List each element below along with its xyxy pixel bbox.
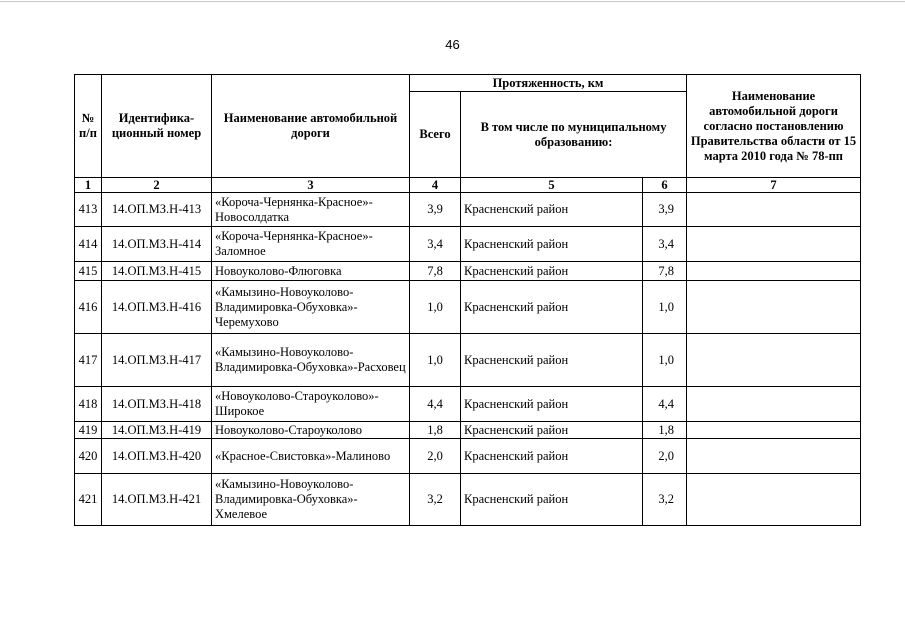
table-row	[75, 262, 861, 281]
row-number: 417	[75, 334, 102, 387]
col-number: 3	[212, 178, 410, 193]
header-no: № п/п	[75, 75, 102, 178]
row-number: 421	[75, 474, 102, 526]
length-total: 3,2	[410, 474, 461, 526]
road-id: 14.ОП.МЗ.Н-419	[102, 422, 212, 439]
resolution-name	[687, 387, 861, 422]
district: Красненский район	[461, 334, 643, 387]
road-id: 14.ОП.МЗ.Н-417	[102, 334, 212, 387]
table-row	[75, 387, 861, 422]
road-name: «Короча-Чернянка-Красное»-Новосолдатка	[212, 193, 410, 227]
header-length-group: Протяженность, км	[410, 75, 687, 92]
road-name: «Камызино-Новоуколово-Владимировка-Обуховка»-Расховец	[212, 334, 410, 387]
district: Красненский район	[461, 439, 643, 474]
length-total: 3,9	[410, 193, 461, 227]
header-name: Наименование автомобильной дороги	[212, 75, 410, 178]
col-number: 4	[410, 178, 461, 193]
table-row	[75, 334, 861, 387]
road-name: «Новоуколово-Староуколово»-Широкое	[212, 387, 410, 422]
resolution-name	[687, 262, 861, 281]
row-number: 415	[75, 262, 102, 281]
row-number: 416	[75, 281, 102, 334]
resolution-name	[687, 439, 861, 474]
road-id: 14.ОП.МЗ.Н-421	[102, 474, 212, 526]
district: Красненский район	[461, 474, 643, 526]
table-row	[75, 439, 861, 474]
table-row	[75, 474, 861, 526]
col-number: 5	[461, 178, 643, 193]
road-name: «Камызино-Новоуколово-Владимировка-Обуховка»-Хмелевое	[212, 474, 410, 526]
road-name: Новоуколово-Флюговка	[212, 262, 410, 281]
district: Красненский район	[461, 227, 643, 262]
length-total: 1,8	[410, 422, 461, 439]
length-total: 1,0	[410, 334, 461, 387]
row-number: 418	[75, 387, 102, 422]
road-name: «Камызино-Новоуколово-Владимировка-Обуховка»-Черемухово	[212, 281, 410, 334]
length-total: 1,0	[410, 281, 461, 334]
length-district: 3,4	[643, 227, 687, 262]
road-name: Новоуколово-Староуколово	[212, 422, 410, 439]
resolution-name	[687, 474, 861, 526]
table-row	[75, 281, 861, 334]
length-district: 1,0	[643, 281, 687, 334]
header-id: Идентифика-ционный номер	[102, 75, 212, 178]
length-total: 7,8	[410, 262, 461, 281]
road-name: «Красное-Свистовка»-Малиново	[212, 439, 410, 474]
table-row	[75, 422, 861, 439]
road-id: 14.ОП.МЗ.Н-416	[102, 281, 212, 334]
district: Красненский район	[461, 262, 643, 281]
resolution-name	[687, 281, 861, 334]
length-district: 2,0	[643, 439, 687, 474]
col-number: 1	[75, 178, 102, 193]
length-district: 1,0	[643, 334, 687, 387]
header-total: Всего	[410, 92, 461, 178]
row-number: 414	[75, 227, 102, 262]
length-district: 3,9	[643, 193, 687, 227]
page-number: 46	[445, 37, 460, 52]
district: Красненский район	[461, 281, 643, 334]
length-district: 3,2	[643, 474, 687, 526]
length-district: 4,4	[643, 387, 687, 422]
resolution-name	[687, 334, 861, 387]
resolution-name	[687, 227, 861, 262]
col-number: 7	[687, 178, 861, 193]
row-number: 420	[75, 439, 102, 474]
road-id: 14.ОП.МЗ.Н-420	[102, 439, 212, 474]
road-id: 14.ОП.МЗ.Н-413	[102, 193, 212, 227]
road-id: 14.ОП.МЗ.Н-418	[102, 387, 212, 422]
road-id: 14.ОП.МЗ.Н-415	[102, 262, 212, 281]
header-resolution: Наименование автомобильной дороги согласно постановлению Правительства области от 15 марта 2010 года № 78-пп	[687, 75, 861, 178]
length-district: 7,8	[643, 262, 687, 281]
col-number: 2	[102, 178, 212, 193]
row-number: 413	[75, 193, 102, 227]
header-incl: В том числе по муниципальному образованию:	[461, 92, 687, 178]
roads-table	[74, 74, 861, 526]
table-row	[75, 193, 861, 227]
length-district: 1,8	[643, 422, 687, 439]
resolution-name	[687, 193, 861, 227]
page-top-edge	[0, 1, 905, 2]
col-number: 6	[643, 178, 687, 193]
table-row	[75, 227, 861, 262]
road-name: «Короча-Чернянка-Красное»-Заломное	[212, 227, 410, 262]
district: Красненский район	[461, 193, 643, 227]
district: Красненский район	[461, 422, 643, 439]
row-number: 419	[75, 422, 102, 439]
length-total: 3,4	[410, 227, 461, 262]
district: Красненский район	[461, 387, 643, 422]
resolution-name	[687, 422, 861, 439]
length-total: 2,0	[410, 439, 461, 474]
length-total: 4,4	[410, 387, 461, 422]
road-id: 14.ОП.МЗ.Н-414	[102, 227, 212, 262]
